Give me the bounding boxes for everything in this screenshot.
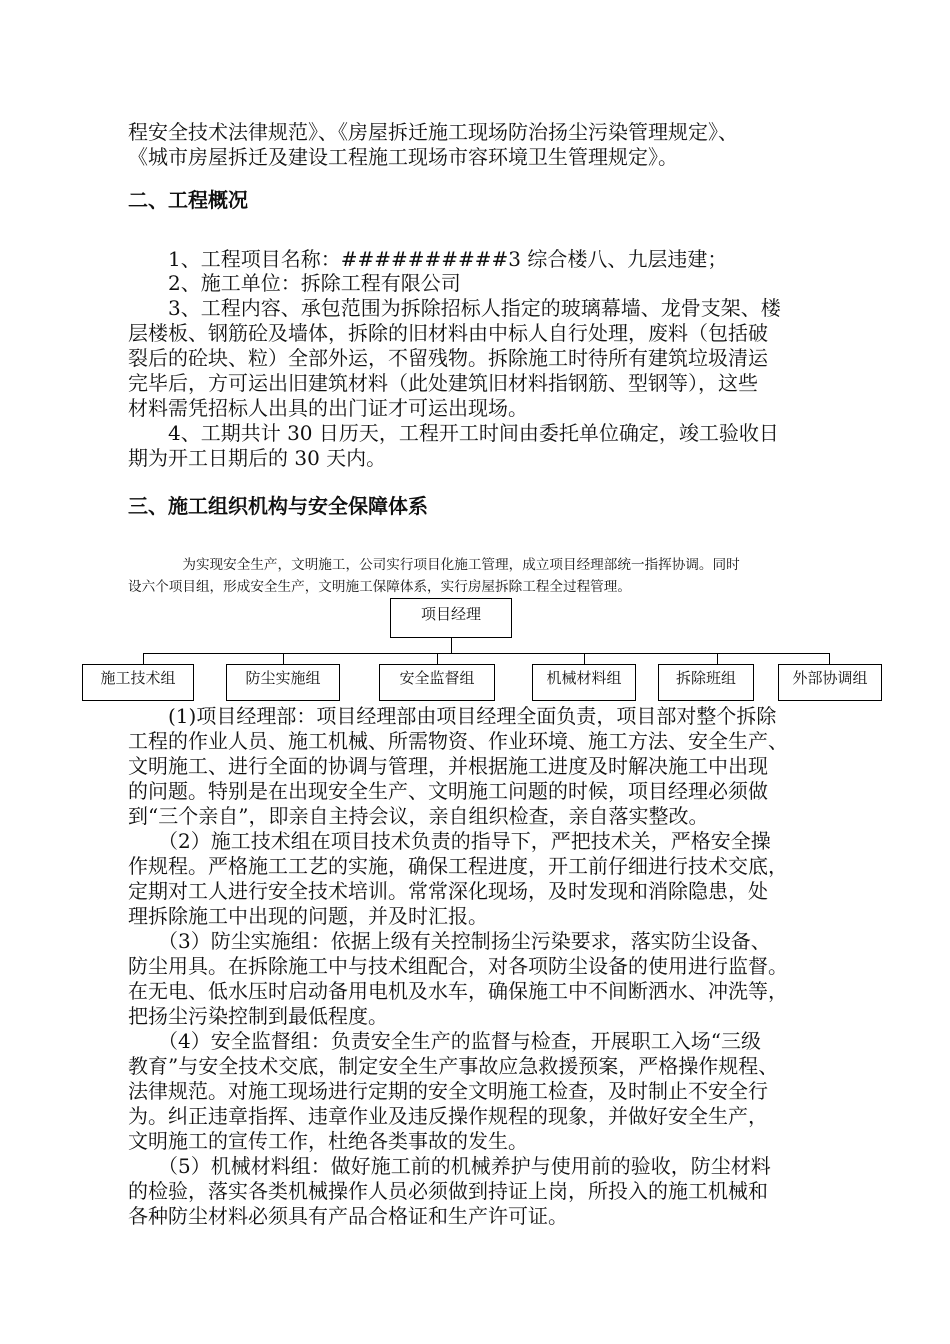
- paragraph-line: （4）安全监督组：负责安全生产的监督与检查，开展职工入场“三级: [128, 1029, 761, 1053]
- paragraph-line: 1、工程项目名称：##########3 综合楼八、九层违建；: [128, 247, 728, 271]
- org-connector: [829, 653, 830, 664]
- org-group-box: 拆除班组: [658, 664, 754, 701]
- paragraph-line: 定期对工人进行安全技术培训。常常深化现场，及时发现和消除隐患，处: [128, 879, 768, 903]
- org-intro-line: 设六个项目组，形成安全生产，文明施工保障体系，实行房屋拆除工程全过程管理。: [128, 579, 631, 595]
- org-group-box: 机械材料组: [532, 664, 636, 701]
- org-connector: [143, 653, 830, 654]
- paragraph-line: （5）机械材料组：做好施工前的机械养护与使用前的验收，防尘材料: [128, 1154, 771, 1178]
- paragraph-line: 作规程。严格施工工艺的实施，确保工程进度，开工前仔细进行技术交底，: [128, 854, 788, 878]
- org-connector: [451, 638, 452, 653]
- org-connector: [584, 653, 585, 664]
- paragraph-line: (1)项目经理部：项目经理部由项目经理全面负责，项目部对整个拆除: [128, 704, 777, 728]
- paragraph-line: 各种防尘材料必须具有产品合格证和生产许可证。: [128, 1204, 568, 1228]
- org-connector: [283, 653, 284, 664]
- paragraph-line: 工程的作业人员、施工机械、所需物资、作业环境、施工方法、安全生产、: [128, 729, 788, 753]
- org-top-box: 项目经理: [390, 598, 512, 638]
- paragraph-line: 为。纠正违章指挥、违章作业及违反操作规程的现象，并做好安全生产，: [128, 1104, 768, 1128]
- paragraph-line: 完毕后，方可运出旧建筑材料（此处建筑旧材料指钢筋、型钢等），这些: [128, 371, 758, 395]
- paragraph-line: 的检验，落实各类机械操作人员必须做到持证上岗，所投入的施工机械和: [128, 1179, 768, 1203]
- paragraph-line: 3、工程内容、承包范围为拆除招标人指定的玻璃幕墙、龙骨支架、楼: [128, 296, 781, 320]
- org-group-box: 安全监督组: [379, 664, 495, 701]
- paragraph-line: 防尘用具。在拆除施工中与技术组配合，对各项防尘设备的使用进行监督。: [128, 954, 788, 978]
- paragraph-line: （2）施工技术组在项目技术负责的指导下，严把技术关，严格安全操: [128, 829, 771, 853]
- paragraph-line: 文明施工的宣传工作，杜绝各类事故的发生。: [128, 1129, 528, 1153]
- paragraph-line: 期为开工日期后的 30 天内。: [128, 446, 387, 470]
- org-connector: [143, 653, 144, 664]
- org-group-box: 施工技术组: [82, 664, 194, 701]
- paragraph-line: 把扬尘污染控制到最低程度。: [128, 1004, 388, 1028]
- paragraph-line: 4、工期共计 30 日历天，工程开工时间由委托单位确定，竣工验收日: [128, 421, 779, 445]
- paragraph-line: 在无电、低水压时启动备用电机及水车，确保施工中不间断洒水、冲洗等，: [128, 979, 788, 1003]
- org-connector: [437, 653, 438, 664]
- paragraph-line: 文明施工、进行全面的协调与管理，并根据施工进度及时解决施工中出现: [128, 754, 768, 778]
- org-intro-line: 为实现安全生产，文明施工，公司实行项目化施工管理，成立项目经理部统一指挥协调。同时: [128, 557, 740, 573]
- section-2-heading: 二、工程概况: [128, 188, 248, 212]
- paragraph-line: （3）防尘实施组：依据上级有关控制扬尘污染要求，落实防尘设备、: [128, 929, 771, 953]
- paragraph-line: 理拆除施工中出现的问题，并及时汇报。: [128, 904, 488, 928]
- paragraph-line: 到“三个亲自”，即亲自主持会议，亲自组织检查，亲自落实整改。: [128, 804, 709, 828]
- section-3-heading: 三、施工组织机构与安全保障体系: [128, 494, 428, 518]
- paragraph-line: 材料需凭招标人出具的出门证才可运出现场。: [128, 396, 528, 420]
- paragraph-line: 裂后的砼块、粒）全部外运，不留残物。拆除施工时待所有建筑垃圾清运: [128, 346, 768, 370]
- intro-line-1: 程安全技术法律规范》、《房屋拆迁施工现场防治扬尘污染管理规定》、: [128, 120, 738, 144]
- org-group-box: 防尘实施组: [226, 664, 340, 701]
- intro-line-2: 《城市房屋拆迁及建设工程施工现场市容环境卫生管理规定》。: [128, 145, 678, 169]
- paragraph-line: 法律规范。对施工现场进行定期的安全文明施工检查，及时制止不安全行: [128, 1079, 768, 1103]
- paragraph-line: 层楼板、钢筋砼及墙体，拆除的旧材料由中标人自行处理，废料（包括破: [128, 321, 768, 345]
- paragraph-line: 的问题。特别是在出现安全生产、文明施工问题的时候，项目经理必须做: [128, 779, 768, 803]
- paragraph-line: 教育”与安全技术交底，制定安全生产事故应急救援预案，严格操作规程、: [128, 1054, 779, 1078]
- org-connector: [717, 653, 718, 664]
- org-group-box: 外部协调组: [778, 664, 882, 701]
- paragraph-line: 2、施工单位：拆除工程有限公司: [128, 271, 461, 295]
